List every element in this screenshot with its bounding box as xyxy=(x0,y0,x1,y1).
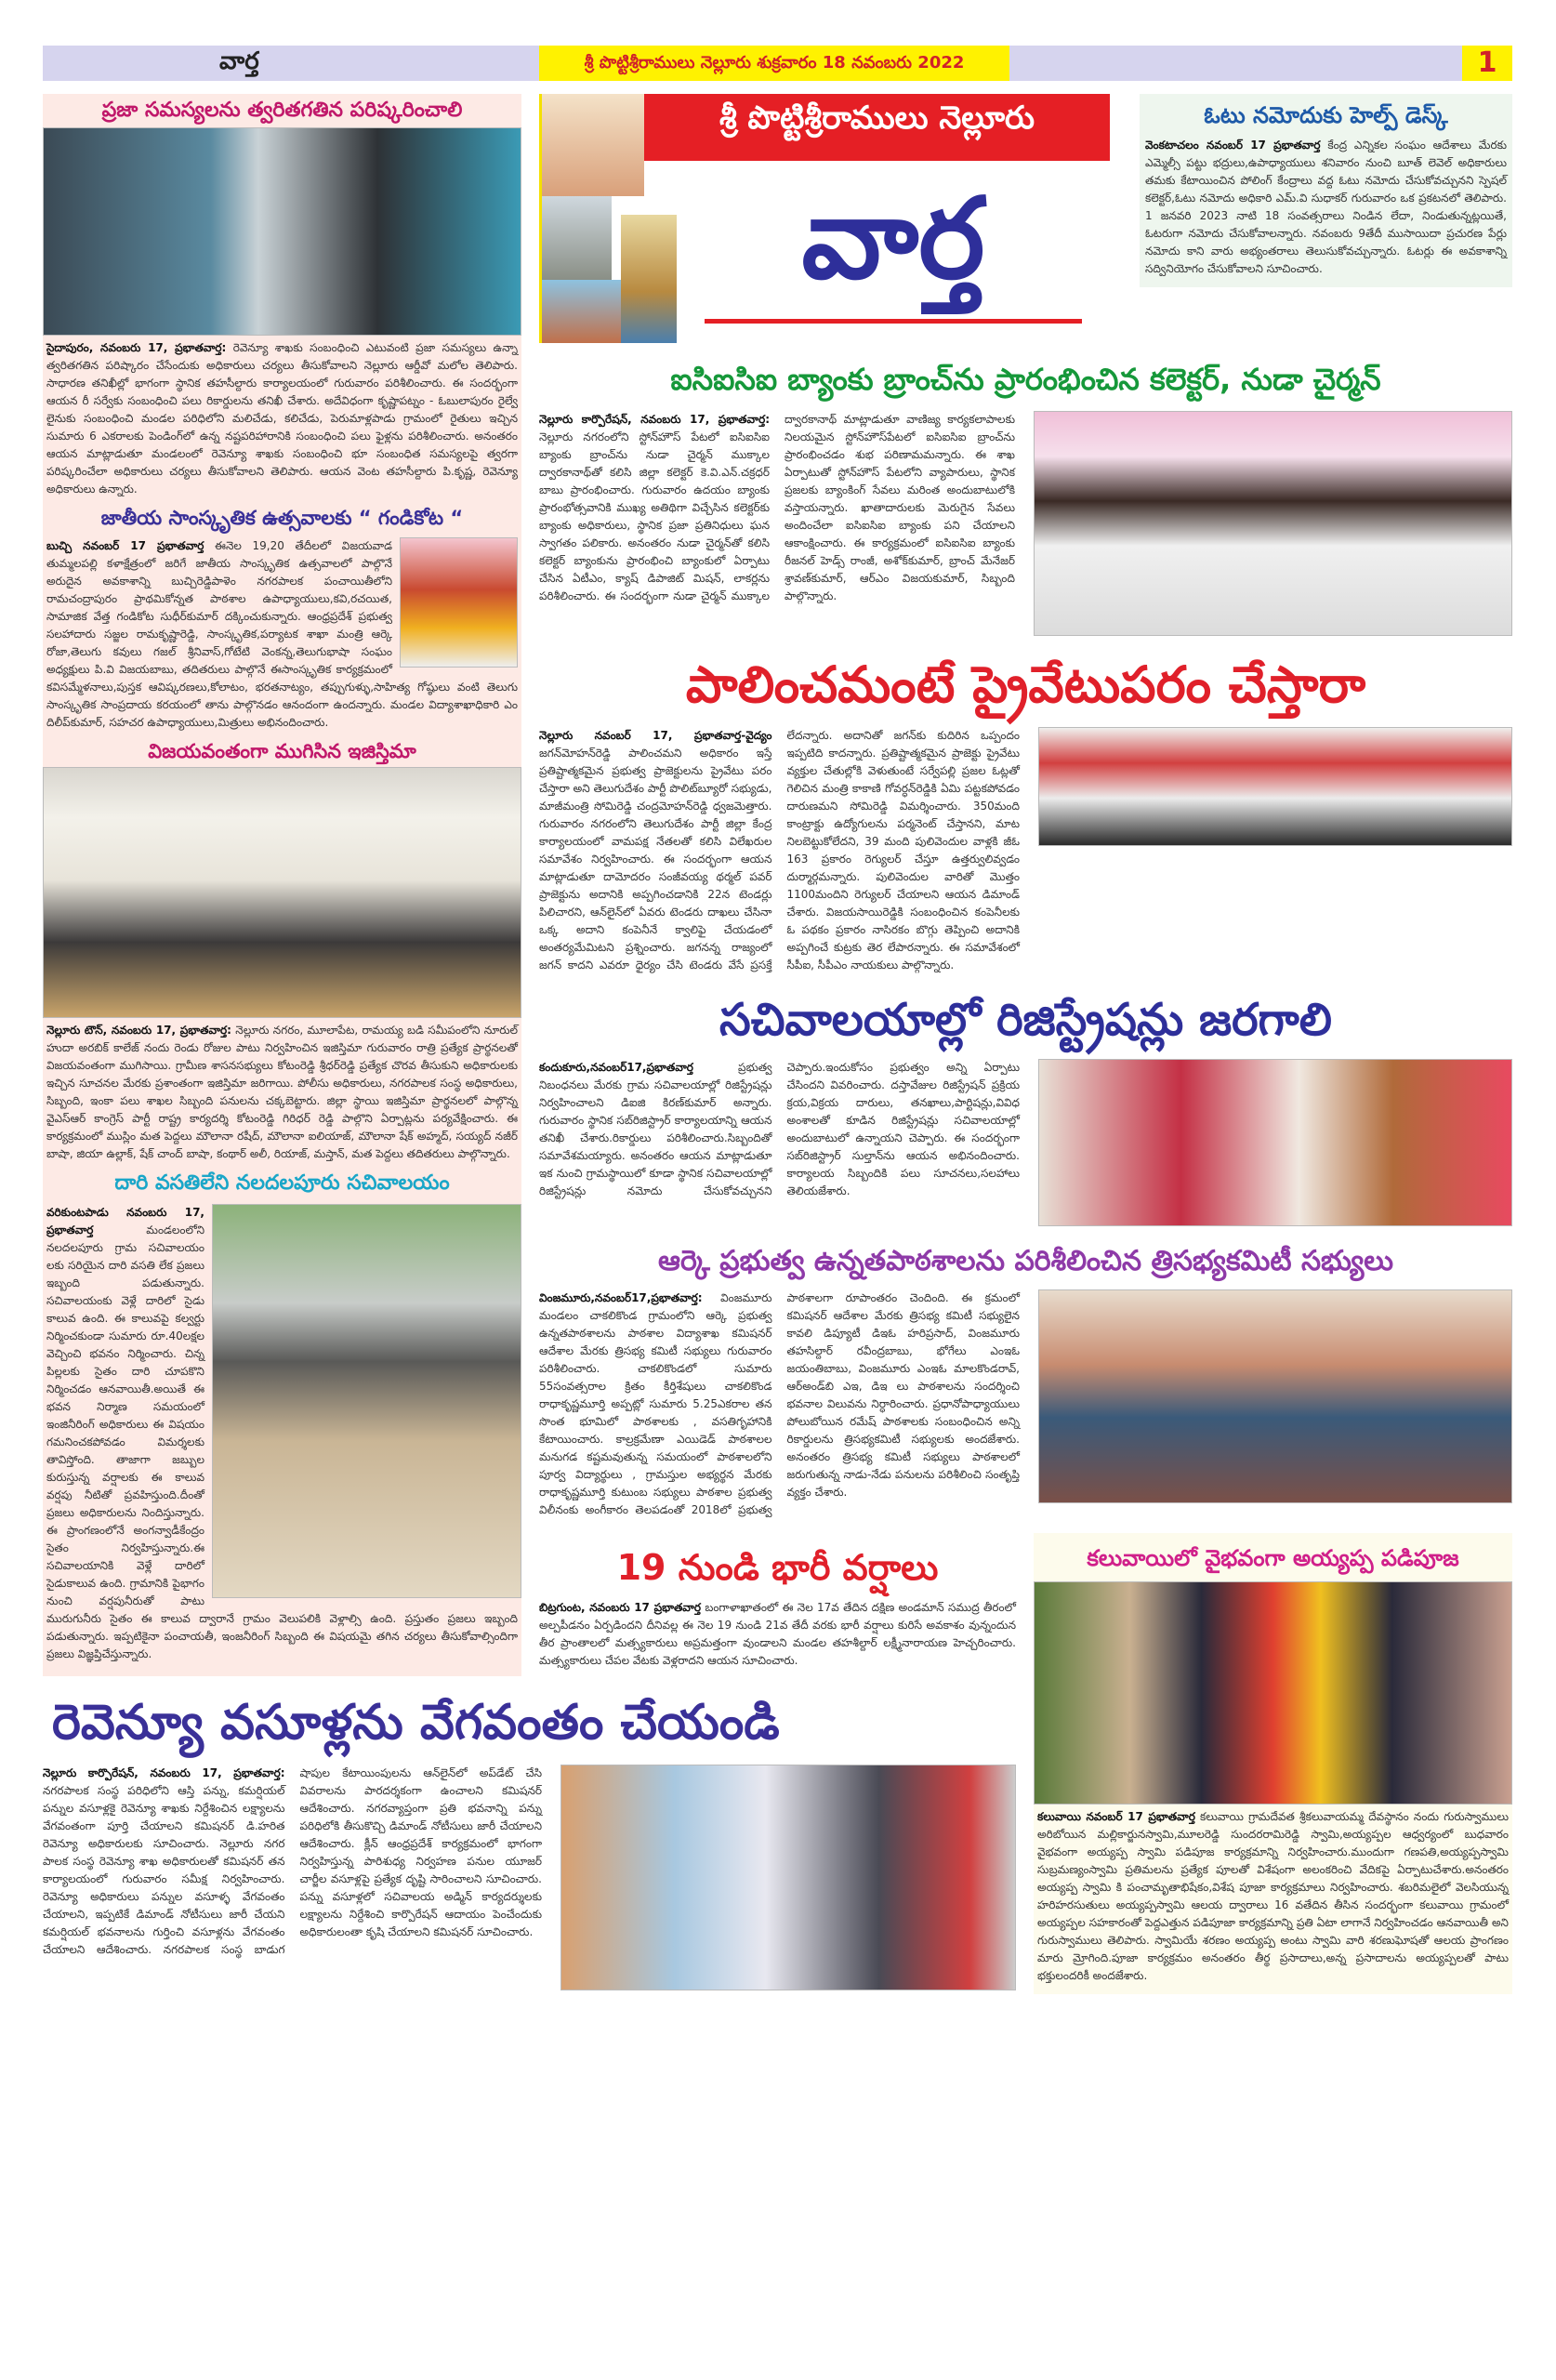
dateline: నెల్లూరు కార్పొరేషన్, నవంబరు 17, ప్రభాతవార్త: xyxy=(43,1765,285,1779)
article-body xyxy=(539,411,1015,605)
body-text: రెవెన్యూ శాఖకు సంబంధించి ఎటువంటి ప్రజా సమస్యలు ఉన్నా త్వరితగతిన పరిష్కారం చేసేందుకు అధికారులు చర్యలు తీసుకోవాలని నెల్లూరు ఆర్డీవో మలోల తెలిపారు. సాధారణ తనిఖీల్లో భాగంగా స్థానిక తహసీల్దారు కార్యాలయంలో గురువారం పరిశీలించారు. ఈ సందర్భంగా ఆయన రీ సర్వేకు సంబంధించి పలు రికార్డులను తనిఖీ చేశారు. అదేవిధంగా కృష్ణాపట్నం - ఓబులాపురం రైల్వే లైనుకు సంబంధించి మండల పరిధిలోని మలిచేడు, కలిచేడు, పెరుమాళ్లపాడు గ్రామంలో రైతులు ఇచ్చిన సుమారు 6 ఎకరాలకు పెండింగ్‌లో ఉన్న నష్టపరిహారానికి సంబంధించి పలు ఫైళ్లను పరిశీలించారు. అనంతరం ఆయన మాట్లాడుతూ మండలంలో రెవెన్యూ శాఖకు సంబంధించి భూ సంబంధిత సమస్యలపై త్వరగా పరిష్కరించేలా అధికారులు చర్యలు తీసుకోవాలని తెలిపారు. ఆయన వెంట తహసీల్దారు పి.కృష్ణ, రెవెన్యూ అధికారులు ఉన్నారు. xyxy=(46,340,518,496)
article-headline: దారి వసతిలేని నలదలపూరు సచివాలయం xyxy=(114,1171,450,1195)
dateline: కందుకూరు,నవంబర్17,ప్రభాతవార్త xyxy=(539,1060,693,1074)
dateline: వరికుంటపాడు నవంబరు 17, ప్రభాతవార్త xyxy=(46,1205,204,1236)
masthead-logo: వార్త xyxy=(801,175,985,304)
article-body xyxy=(43,1765,542,1959)
article-body xyxy=(43,1200,521,1667)
article-box-ayyappa-padipuja xyxy=(1034,1533,1512,1994)
article-body xyxy=(539,1289,1020,1519)
article-box-help-desk xyxy=(1140,94,1512,287)
body-text: నెల్లూరు నగరంలోని స్టోన్‌హౌస్ పేటలో ఐసిఐసిఐ బ్యాంకు బ్రాంచ్‌ను నుడా చైర్మన్ ముక్కాల ద్వారకానాథ్‌తో కలిసి జిల్లా కలెక్టర్ కె.వి.ఎన్.చక్రధర్ బాబు ప్రారంభించారు. గురువారం ఉదయం బ్యాంకు ప్రారంభోత్సవానికి ముఖ్య అతిథిగా విచ్చేసిన కలెక్టర్‌కు బ్యాంకు అధికారులు, స్థానిక ప్రజా ప్రతినిధులు ఘన స్వాగతం పలికారు. అనంతరం నుడా చైర్మన్‌తో కలిసి కలెక్టర్ బ్యాంకును ప్రారంభించి బ్యాంకులో ఏర్పాటు చేసిన ఏటీఎం, క్యాష్ డిపాజిట్ మిషన్, లాకర్లను పరిశీలించారు. ఈ సందర్భంగా నుడా చైర్మన్ ముక్కాల ద్వారకానాథ్ మాట్లాడుతూ వాణిజ్య కార్యకలాపాలకు నిలయమైన స్టోన్‌హౌస్‌పేటలో ఐసిఐసిఐ బ్రాంచ్‌ను ప్రారంభించడం శుభ పరిణామమన్నారు. ఈ శాఖ ఏర్పాటుతో స్టోన్‌హౌస్ పేటలోని వ్యాపారులు, స్థానిక ప్రజలకు బ్యాంకింగ్ సేవలు మరింత అందుబాటులోకి వస్తాయన్నారు. ఖాతాదారులకు మెరుగైన సేవలు అందించేలా ఐసిఐసిఐ బ్యాంకు పని చేయాలని ఆకాంక్షించారు. ఈ కార్యక్రమంలో ఐసిఐసిఐ బ్యాంకు రీజనల్ హెడ్స్ రాంజీ, అశోక్‌కుమార్, బ్రాంచ్ మేనేజర్ శ్రావణ్‌కుమార్, ఆర్‌ఎం విజయకుమార్, సిబ్బంది పాల్గొన్నారు. xyxy=(539,412,1015,602)
body-text: బంగాళాఖాతంలో ఈ నెల 17వ తేదిన దక్షిణ అండమాన్ సముద్ర తీరంలో అల్పపీడనం ఏర్పడిందని దీనివల్ల ఈ నెల 19 నుండి 21వ తేదీ వరకు భారీ వర్షాలు కురిసే అవకాశం వున్నందున తీర ప్రాంతాలలో మత్స్యకారులు అప్రమత్తంగా వుండాలని మండల తహశీల్దార్ లక్ష్మీనారాయణ హెచ్చరించారు. మత్స్యకారులు చేపల వేటకు వెళ్లరాదని ఆయన సూచించారు. xyxy=(539,1601,1016,1668)
article-school-committee xyxy=(539,1240,1512,1520)
portrait-potti-sriramulu xyxy=(542,94,644,196)
header-logo: వార్త xyxy=(219,47,259,75)
article-headline: ఐసిఐసిఐ బ్యాంకు బ్రాంచ్‌ను ప్రారంభించిన కలెక్టర్, నుడా చైర్మన్ xyxy=(670,361,1381,397)
article-headline: సచివాలయాల్లో రిజిస్ట్రేషన్లు జరగాలి xyxy=(719,993,1332,1046)
dateline: సైదాపురం, నవంబరు 17, ప్రభాతవార్త: xyxy=(46,340,227,354)
article-headline: కలువాయిలో వైభవంగా అయ్యప్ప పడిపూజ xyxy=(1087,1544,1459,1571)
masthead-title-area xyxy=(677,94,1110,343)
dateline: నెల్లూరు కార్పొరేషన్, నవంబరు 17, ప్రభాతవార్త: xyxy=(539,412,770,426)
photo-gandikota-portrait xyxy=(400,537,518,668)
article-body xyxy=(43,336,521,502)
article-body xyxy=(1140,133,1512,282)
article-headline: జాతీయ సాంస్కృతిక ఉత్సవాలకు “ గండికోట “ xyxy=(100,506,464,529)
left-column-panel xyxy=(43,94,521,1676)
page-grid xyxy=(43,94,1512,1995)
article-body xyxy=(43,1018,521,1167)
body-text: వింజమూరు మండలం చాకలికొండ గ్రామంలోని ఆర్కె ప్రభుత్వ ఉన్నతపాఠశాలను పాఠశాల విద్యాశాఖ కమిషనర్ ఆదేశాల మేరకు త్రిసభ్య కమిటీ సభ్యులు గురువారం పరిశీలించారు. చాకలికొండలో సుమారు 55సంవత్సరాల క్రితం కీర్తిశేషులు చాకలికొండ రాధాకృష్ణమూర్తి అప్పట్లో సుమారు 5.25ఎకరాల తన సొంత భూమిలో పాఠశాలకు , వసతిగృహానికి కేటాయించారు. కాల్రక్రమేణా ఎయిడెడ్ పాఠశాలల మనుగడ కష్టమవుతున్న సమయంలో పాఠశాలలోని పూర్వ విద్యార్థులు , గ్రామస్తుల అభ్యర్థన మేరకు రాధాకృష్ణమూర్తి కుటుంబ సభ్యులు పాఠశాల ప్రభుత్వ విలీనంకు అంగీకారం తెలపడంతో 2018లో ప్రభుత్వ పాఠశాలగా రూపాంతరం చెందింది. ఈ క్రమంలో కమిషనర్ ఆదేశాల మేరకు త్రిసభ్య కమిటీ సభ్యులైన కావలి డిప్యూటీ డిఇఓ హరిప్రసాద్, వింజమూరు తహసిల్దార్ రవీంద్రబాబు, భోగేలు ఎంఇఓ జయంతిబాబు, వింజమూరు ఎంఇఓ మాలకొండరావ్, ఆర్‌అండ్‌బి ఎఇ, డిఇ లు పాఠశాలను సందర్శించి భవనాల విలువను నిర్ధారించారు. ప్రధానోపాధ్యాయులు పోలుబోయిన రమేష్ పాఠశాలకు సంబంధించిన అన్ని రికార్డులను త్రిసభ్యకమిటీ సభ్యులకు అందజేశారు. అనంతరం త్రిసభ్య కమిటీ సభ్యులు పాఠశాలలో జరుగుతున్న నాడు-నేడు పనులను పరిశీలించి సంతృప్తి వ్యక్తం చేశారు. xyxy=(539,1291,1020,1517)
body-text: ఈనెల 19,20 తేదీలలో విజయవాడ తుమ్మలపల్లి కళాక్షేత్రంలో జరిగే జాతీయ సాంస్కృతిక ఉత్సవాలలో పాల్గొనే అరుదైన అవకాశాన్ని బుచ్చిరెడ్డిపాళెం నగరపాలక పంచాయితీలోని రామచంద్రాపురం ప్రాథమికోన్నత పాఠశాల ఉపాధ్యాయులు,కవి,రచయిత, సామాజిక వేత్త గండికోట సుధీర్‌కుమార్ దక్కించుకున్నారు. ఆంధ్రప్రదేశ్ ప్రభుత్వ సలహాదారు సజ్జల రామకృష్ణారెడ్డి, సాంస్కృతిక,పర్యాటక శాఖా మంత్రి ఆర్కె రోజా,తెలుగు కవులు గజల్ శ్రీనివాస్,గోటేటి వెంకన్న,తెలుగుభాషా సంఘం అధ్యక్షులు పి.వి విజయబాబు, తదితరులు పాల్గొనే ఈసాంస్కృతిక కార్యక్రమంలో కవిసమ్మేళనాలు,పుస్తక ఆవిష్కరణలు,కోలాటం, భరతనాట్యం, తప్పుగుళ్ళు,సాహిత్య గోష్ఠులు వంటి తెలుగు సాంస్కృతిక సాంప్రదాయ కరయంలో తాను పాల్గొనడం ఆనందంగా ఉందన్నారు. మండల విద్యాశాఖాధికారి ఎం దిలీప్‌కుమార్, సహచర ఉపాధ్యాయులు,మిత్రులు అభినందించారు. xyxy=(46,538,518,729)
body-text: కలువాయి గ్రామదేవత శ్రీకలువాయమ్మ దేవస్థానం నందు గురుస్వాములు అరిబోయిన మల్లికార్జునస్వామి,మూలరెడ్డి సుందరరామిరెడ్డి స్వామి,అయ్యప్పల ఆధ్వర్యంలో బుధవారం వైభవంగా అయ్యప్ప స్వామి పడిపూజ కార్యక్రమాన్ని నిర్వహించారు.ముందుగా గణపతి,అయ్యప్పస్వామి సుబ్రమణ్యంస్వామి ప్రతిమలను ప్రత్యేక పూలతో విశేషంగా అలంకరించి వేదికపై ఏర్పాటుచేశారు.అనంతరం అయ్యప్ప స్వామి కి పంచామృతాభిషేకం,విశేష పూజా కార్యక్రమాలు నిర్వహించారు. శబరిమలైలో వెలసియున్న హరిహరసుతులు అయ్యప్పస్వామి ఆలయ ద్వారాలు 16 వతేదిన తీసిన సందర్భంగా కలువాయి గ్రామంలో అయ్యప్పల సహకారంతో పెద్దఎత్తున పడిపూజా కార్యక్రమాన్ని ప్రతి ఏటా లాగానే నిర్వహించడం ఆనవాయితీ అని గురుస్వాములు తెలిపారు. స్వామియే శరణం అయ్యప్ప అంటు స్వామి వారి శరణుఘోషతో ఆలయ ప్రాంగణం మారు మ్రోగింది.పూజా కార్యక్రమం అనంతరం తీర్థ ప్రసాదాలు,అన్న ప్రసాదాలను అయ్యప్పలతో పాటు భక్తులందరికీ అందజేశారు. xyxy=(1037,1809,1509,1982)
dateline: కలువాయి నవంబర్ 17 ప్రభాతవార్త xyxy=(1037,1809,1195,1823)
photo-press-meet xyxy=(1038,727,1512,846)
header-date-line: శ్రీ పొట్టిశ్రీరాములు నెల్లూరు శుక్రవారం 18 నవంబరు 2022 xyxy=(539,46,1009,81)
article-headline: పాలించమంటే ప్రైవేటుపరం చేస్తారా xyxy=(685,654,1366,714)
body-text: ప్రభుత్వ నిబంధనలు మేరకు గ్రామ సచివాలయాల్లో రిజిస్ట్రేషన్లు నిర్వహించాలని డిఐజి కిరణ్‌కుమార్ అన్నారు. గురువారం స్థానిక సబ్‌రిజిస్ట్రార్ కార్యాలయాన్ని ఆయన తనిఖీ చేశారు.రికార్డులు పరిశీలించారు.సిబ్బందితో సమావేశమయ్యారు. అనంతరం ఆయన మాట్లాడుతూ ఇక నుంచి గ్రామస్థాయిలో కూడా స్థానిక సచివాలయాల్లో రిజిస్ట్రేషన్లు నమోదు చేసుకోవచ్చునని చెప్పారు.ఇందుకోసం ప్రభుత్వం అన్ని ఏర్పాటు చేసిందని వివరించారు. దస్తావేజుల రిజిస్ట్రేషన్ ప్రక్రియ క్రయ,విక్రయ దారులు, తనఖాలు,పార్టిషన్లు,వివిధ అంశాలతో కూడిన రిజిస్ట్రేషన్లు సచివాలయాల్లో అందుబాటులో ఉన్నాయని చెప్పారు. ఈ సందర్భంగా సబ్‌రిజిస్ట్రార్ సుల్తాన్‌ను ఆయన అభినందించారు. కార్యాలయ సిబ్బందికి పలు సూచనలు,సలహాలు తెలియజేశారు. xyxy=(539,1060,1020,1197)
photo-ijtema-gathering xyxy=(43,767,521,1018)
page-header-band xyxy=(43,46,1512,81)
photo-bank-ribbon-cutting xyxy=(1034,411,1512,636)
article-heavy-rains xyxy=(539,1533,1016,1671)
body-text: నగరపాలక సంస్థ పరిధిలోని ఆస్తి పన్ను, కమర్షియల్ పన్నుల వసూళ్లకై రెవెన్యూ శాఖకు నిర్దేశించిన లక్ష్యాలను వేగవంతంగా పూర్తి చేయాలని కమిషనర్ డి.హరిత రెవెన్యూ అధికారులకు సూచించారు. నెల్లూరు నగర పాలక సంస్థ రెవెన్యూ శాఖ అధికారులతో కమిషనర్ తన కార్యాలయంలో గురువారం సమీక్ష నిర్వహించారు. రెవెన్యూ అధికారులు పన్నుల వసూళ్ళ వేగవంతం చేయాలని, ఇప్పటికే డిమాండ్ నోటీసులు జారీ చేయని కమర్షియల్ భవనాలను గుర్తించి వసూళ్లను వేగవంతం చేయాలని ఆదేశించారు. నగరపాలక సంస్థ బాడుగ షాపుల కేటాయింపులను ఆన్‌లైన్‌లో అప్‌డేట్ చేసి వివరాలను పారదర్శకంగా ఉంచాలని కమిషనర్ ఆదేశించారు. నగరవ్యాప్తంగా ప్రతి భవనాన్ని పన్ను పరిధిలోకి తీసుకొచ్చి డిమాండ్ నోటీసులు జారీ చేయాలని ఆదేశించారు. క్లీన్ ఆంధ్రప్రదేశ్ కార్యక్రమంలో భాగంగా నిర్వహిస్తున్న పారిశుధ్య నిర్వహణ పనుల యూజర్ చార్జీల వసూళ్లపై ప్రత్యేక దృష్టి సారించాలని సూచించారు. పన్ను వసూళ్లలో సచివాలయ అడ్మిన్ కార్యదర్శులకు లక్ష్యాలను నిర్దేశించి కార్పొరేషన్ ఆదాయం పెంచేందుకు అధికారులంతా కృషి చేయాలని కమిషనర్ సూచించారు. xyxy=(43,1765,542,1956)
body-text: కేంద్ర ఎన్నికల సంఘం ఆదేశాలు మేరకు ఎమ్మెల్సీ పట్టు భద్రులు,ఉపాధ్యాయులు శనివారం నుంచి బూత్ లెవెల్ అధికారులు తమకు కేటాయించిన పోలింగ్ కేంద్రాలు వద్ద ఓటు నమోదు చేసుకోవచ్చునని స్పెషల్ కలెక్టర్,ఓటు నమోదు అధికారి ఎమ్.వి సుధాకర్ గురువారం ఒక ప్రకటనలో తెలిపారు. 1 జనవరి 2023 నాటి 18 సంవత్సరాలు నిండిన లేదా, నిండుతున్నట్లయితే, ఓటరుగా నమోదు చేసుకోవాలన్నారు. నవంబరు 9తేదీ ముసాయిదా ప్రచురణ పేర్లు నమోదు కాని వారు అభ్యంతరాలు తెలుసుకోవచ్చున్నారు. ఓటర్లు ఈ అవకాశాన్ని సద్వినియోగం చేసుకోవాలని సూచించారు. xyxy=(1145,139,1507,275)
article-body xyxy=(43,534,521,735)
top-section xyxy=(539,94,1512,343)
dateline: నెల్లూరు టౌన్, నవంబరు 17, ప్రభాతవార్త: xyxy=(46,1024,231,1037)
photo-bridge xyxy=(542,196,612,280)
photo-rdo-inspection xyxy=(43,127,521,336)
article-revenue-collections xyxy=(43,1689,1016,1990)
logo-underline xyxy=(705,319,1082,324)
dateline: బుచ్చి నవంబర్ 17 ప్రభాతవార్త xyxy=(46,538,204,552)
photo-padipuja xyxy=(1034,1581,1512,1805)
article-body xyxy=(1034,1805,1512,1989)
article-registrations xyxy=(539,988,1512,1226)
dateline: బిట్రగుంట, నవంబరు 17 ప్రభాతవార్త xyxy=(539,1601,701,1615)
body-text: జగన్‌మోహన్‌రెడ్డి పాలించమని అధికారం ఇస్తే ప్రతిష్టాత్మకమైన ప్రభుత్వ ప్రాజెక్టులను ప్రైవేటు పరం చేస్తారా అని తెలుగుదేశం పార్టీ పొలిట్‌బ్యూరో సభ్యుడు, మాజీమంత్రి సోమిరెడ్డి చంద్రమోహన్‌రెడ్డి ధ్వజమెత్తారు. గురువారం నగరంలోని తెలుగుదేశం పార్టీ జిల్లా కేంద్ర కార్యాలయంలో వామపక్ష నేతలతో కలిసి విలేఖరుల సమావేశం నిర్వహించారు. ఈ సందర్భంగా ఆయన మాట్లాడుతూ దామోదరం సంజీవయ్య థర్మల్ పవర్ ప్రాజెక్టును అదానికి అప్పగించడానికి 22న టెండర్లు పిలిచారని, ఆన్‌లైన్‌లో ఏవరు టెండరు దాఖలు చేసినా ఒక్క అదాని కంపెనీనే క్వాలిఫై చేయడంలో అంతర్యమేమిటని ప్రశ్నించారు. జగనన్న రాజ్యంలో జగన్ కాదని ఎవరూ ధైర్యం చేసి టెండరు వేసే ప్రసక్తే లేదన్నారు. అదానితో జగన్‌కు కుదిరిన ఒప్పందం ఇప్పటిది కాదన్నారు. ప్రతిష్టాత్మకమైన ప్రాజెక్టు ప్రైవేటు వ్యక్తుల చేతుల్లోకి వెళుతుంటే సర్వేపల్లి ప్రజల ఓట్లతో గెలిచిన మంత్రి కాకాణి గోవర్ధన్‌రెడ్డికి ఏమి పట్టకపోవడం దారుణమని సోమిరెడ్డి విమర్శించారు. 350మంది కాంట్రాక్టు ఉద్యోగులను పర్మనెంట్ చేస్తానని, మాట నిలబెట్టుకోలేదని, 39 మంది పులివెందుల వాళ్లకి జీఓ 163 ప్రకారం రెగ్యులర్ చేస్తూ ఉత్తర్వులివ్వడం దుర్మార్గమన్నారు. పులివెందుల వారితో మొత్తం 1100మందిని రెగ్యులర్ చేయాలని ఆయన డిమాండ్ చేశారు. విజయసాయిరెడ్డికి సంబంధించిన కంపెనీలకు ఓ పథకం ప్రకారం నాసిరకం బొగ్గు తెప్పించి అదానికి అప్పగించే కుట్రకు తెర లేపారన్నారు. ఈ సమావేశంలో సీపీఐ, సీపీఎం నాయకులు పాల్గొన్నారు. xyxy=(539,729,1020,972)
article-privatisation xyxy=(539,650,1512,975)
dateline: వెంకటాచలం నవంబర్ 17 ప్రభాతవార్త xyxy=(1145,139,1321,152)
body-text: నెల్లూరు నగరం, మూలాపేట, రామయ్య బడి సమీపంలోని నూరుల్ హుదా అరబిక్ కాలేజ్ నందు రెండు రోజుల పాటు నిర్వహించిన ఇజిస్తిమా గురువారం రాత్రి ప్రత్యేక ప్రార్థనలతో విజయవంతంగా ముగిసాయి. గ్రామీణ శాసనసభ్యులు కోటంరెడ్డి శ్రీధర్‌రెడ్డి ప్రత్యేక చొరవ తీసుకుని అధికారులకు ఇచ్చిన సూచనల మేరకు ప్రశాంతంగా ఇజిస్తిమా జరిగాయి. పోలీసు అధికారులు, నగరపాలక సంస్థ అధికారులు, సిబ్బంది, ఇంకా పలు శాఖల సిబ్బంది పనులను చక్కబెట్టారు. జిల్లా స్థాయి ఇజిస్తిమా ప్రార్థనలలో పాల్గొన్న వైఎస్ఆర్ కాంగ్రెస్ పార్టీ రాష్ట్ర కార్యదర్శి కోటంరెడ్డి గిరిధర్ రెడ్డి పాల్గొని ఏర్పాట్లను పర్యవేక్షించారు. ఈ కార్యక్రమంలో ముస్లిం మత పెద్దలు మౌలానా రషీద్, మౌలానా ఐలియాజ్, మౌలానా షేక్ అహ్మద్, సయ్యద్ నజీర్ బాషా, జియా ఉల్లాక్, షేక్ చాంద్ బాషా, కంథార్ అలీ, రియాజ్, మస్తాన్, మత పెద్దలు తదితరులు పాల్గొన్నారు. xyxy=(46,1024,519,1160)
article-headline: విజయవంతంగా ముగిసిన ఇజిస్తిమా xyxy=(148,739,416,762)
masthead xyxy=(539,94,1110,343)
article-headline: 19 నుండి భారీ వర్షాలు xyxy=(616,1546,939,1588)
masthead-district-banner: శ్రీ పొట్టిశ్రీరాములు నెల్లూరు xyxy=(644,94,1110,161)
article-headline: ఓటు నమోదుకు హెల్ప్ డెస్క్ xyxy=(1204,102,1448,128)
article-body xyxy=(539,1599,1016,1670)
masthead-images xyxy=(542,94,677,343)
photo-port xyxy=(542,280,621,343)
article-headline: ప్రజా సమస్యలను త్వరితగతిన పరిష్కరించాలి xyxy=(101,99,463,122)
photo-drain-road xyxy=(212,1204,521,1598)
body-text: మండలంలోని నలదలపూరు గ్రామ సచివాలయం లకు సరియైన దారి వసతి లేక ప్రజలు ఇబ్బంది పడుతున్నారు. సచివాలయంకు వెళ్లే దారిలో సైడు కాలువ ఉంది. ఈ కాలువపై కల్వర్టు నిర్మించకుండా సుమారు రూ.40లక్షల వెచ్చించి భవనం నిర్మించారు. చిన్న పిల్లలకు సైతం దారి చూపకొని నిర్మించడం ఆనవాయితీ.అయితే ఈ భవన నిర్మాణ సమయంలో ఇంజినీరింగ్ అధికారులు ఈ విషయం గమనించకపోవడం విమర్శలకు తావిస్తోంది. తాజాగా జబ్బుల కురుస్తున్న వర్షాలకు ఈ కాలువ వర్షపు నీటితో ప్రవహిస్తుంది.దీంతో ప్రజలు అధికారులను నిందిస్తున్నారు. ఈ ప్రాంగణంలోనే అంగన్వాడీకేంద్రం సైతం నిర్వహిస్తున్నారు.ఈ సచివాలయానికి వెళ్లే దారిలో సైడుకాలువ ఉంది. గ్రామానికి పైభాగం నుంచి వర్షపునీరుతో పాటు మురుగునీరు సైతం ఈ కాలువ ద్వారానే గ్రామం వెలుపలికి వెళ్లాల్సి ఉంది. ప్రస్తుతం ప్రజలు ఇబ్బంది పడుతున్నారు. ఇప్పటికైనా పంచాయతీ, ఇంజనీరింగ్ సిబ్బంది ఈ విషయమై తగిన చర్యలు తీసుకోవాల్సిందిగా ప్రజలు విజ్ఞప్తిచేస్తున్నారు. xyxy=(46,1223,518,1660)
photo-registration-office xyxy=(1038,1059,1512,1226)
article-body xyxy=(539,727,1020,974)
article-headline: రెవెన్యూ వసూళ్లను వేగవంతం చేయండి xyxy=(52,1694,780,1751)
photo-temple-gopuram xyxy=(621,215,677,343)
article-icici-bank xyxy=(539,357,1512,636)
dateline: నెల్లూరు నవంబర్ 17, ప్రభాతవార్త-వైద్యం xyxy=(539,729,772,743)
dateline: వింజమూరు,నవంబర్17,ప్రభాతవార్త: xyxy=(539,1291,703,1305)
page-number: 1 xyxy=(1462,46,1512,81)
article-headline: ఆర్కె ప్రభుత్వ ఉన్నతపాఠశాలను పరిశీలించిన త్రిసభ్యకమిటీ సభ్యులు xyxy=(658,1244,1393,1277)
photo-revenue-review-meeting xyxy=(560,1765,1016,1990)
photo-school-committee xyxy=(1038,1289,1512,1503)
article-body xyxy=(539,1059,1020,1200)
